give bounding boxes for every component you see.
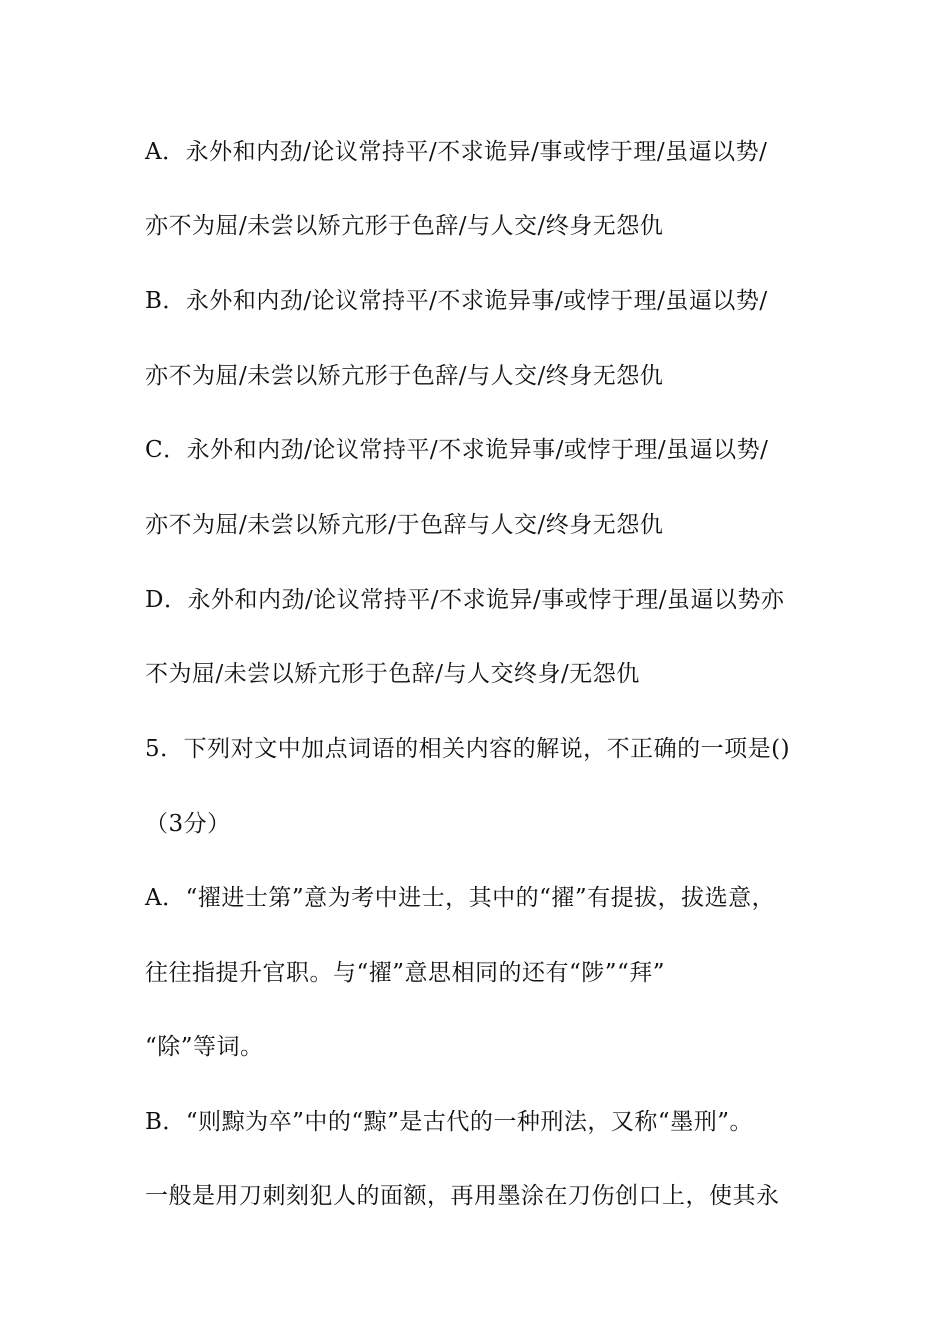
option-c-line-2: 亦不为屈/未尝以矫亢形/于色辞与人交/终身无怨仇 [145, 512, 664, 538]
q5-option-a-line-3: “除”等词。 [145, 1034, 264, 1060]
option-b-line-2: 亦不为屈/未尝以矫亢形于色辞/与人交/终身无怨仇 [145, 363, 664, 389]
option-a-line-2: 亦不为屈/未尝以矫亢形于色辞/与人交/终身无怨仇 [145, 213, 664, 239]
q5-option-a-line-2: 往往指提升官职。与“擢”意思相同的还有“陟”“拜” [145, 960, 666, 986]
q5-option-a-line-1: A．“擢进士第”意为考中进士，其中的“擢”有提拔，拔选意， [145, 885, 776, 911]
option-c-line-1: C．永外和内劲/论议常持平/不求诡异事/或悖于理/虽逼以势/ [145, 437, 769, 463]
question-5-score: （3分） [145, 811, 231, 837]
question-5-line-1: 5．下列对文中加点词语的相关内容的解说，不正确的一项是() [145, 736, 791, 762]
q5-option-b-line-2: 一般是用刀刺刻犯人的面额，再用墨涂在刀伤创口上，使其永 [145, 1183, 780, 1209]
option-d-line-2: 不为屈/未尝以矫亢形于色辞/与人交终身/无怨仇 [145, 661, 640, 687]
q5-option-b-line-1: B．“则黥为卒”中的“黥”是古代的一种刑法，又称“墨刑”。 [145, 1109, 753, 1135]
option-a-line-1: A．永外和内劲/论议常持平/不求诡异/事或悖于理/虽逼以势/ [145, 139, 768, 165]
option-b-line-1: B．永外和内劲/论议常持平/不求诡异事/或悖于理/虽逼以势/ [145, 288, 768, 314]
option-d-line-1: D．永外和内劲/论议常持平/不求诡异/事或悖于理/虽逼以势亦 [145, 587, 785, 613]
